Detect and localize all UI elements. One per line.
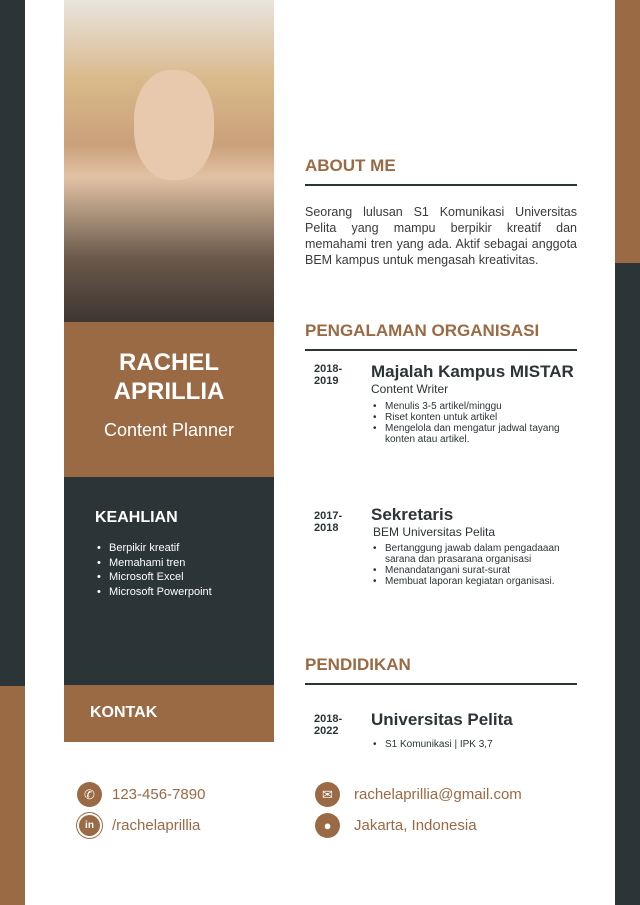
education-heading: PENDIDIKAN bbox=[305, 655, 411, 674]
role: BEM Universitas Pelita bbox=[373, 525, 496, 539]
about-section bbox=[305, 156, 577, 268]
role: Content Writer bbox=[371, 382, 449, 396]
left-edge-dark bbox=[0, 0, 25, 686]
skills-heading: KEAHLIAN bbox=[95, 509, 178, 526]
name-panel bbox=[64, 322, 274, 477]
skill-item: • Microsoft Excel bbox=[95, 570, 274, 585]
experience-section bbox=[305, 321, 577, 351]
location-pin-icon: ● bbox=[315, 813, 340, 838]
divider bbox=[305, 184, 577, 186]
divider bbox=[305, 683, 577, 685]
left-edge-brown bbox=[0, 686, 25, 905]
email[interactable]: rachelaprillia@gmail.com bbox=[354, 786, 522, 803]
bullet: • Mengelola dan mengatur jadwal tayang konten atau artikel. bbox=[371, 423, 586, 445]
contact-heading: KONTAK bbox=[90, 704, 158, 721]
years: 2022 bbox=[314, 725, 339, 737]
phone[interactable]: 123-456-7890 bbox=[112, 786, 206, 803]
right-edge-dark bbox=[615, 263, 640, 905]
bullet: • Menulis 3-5 artikel/minggu bbox=[371, 401, 586, 412]
right-edge-brown bbox=[615, 0, 640, 263]
linkedin-icon: in bbox=[77, 813, 102, 838]
job-title: Content Planner bbox=[103, 420, 235, 440]
education-section bbox=[305, 655, 577, 685]
name: RACHEL APRILLIA bbox=[113, 349, 225, 405]
years: 2018 bbox=[314, 522, 339, 534]
years: 2019 bbox=[314, 375, 339, 387]
bullet: • S1 Komunikasi | IPK 3,7 bbox=[371, 739, 586, 750]
experience-heading: PENGALAMAN ORGANISASI bbox=[305, 321, 540, 340]
years: 2017- bbox=[314, 510, 343, 522]
skill-item: • Microsoft Powerpoint bbox=[95, 585, 274, 600]
location-row bbox=[315, 813, 477, 838]
skill-item: • Memahami tren bbox=[95, 556, 274, 571]
mail-icon: ✉ bbox=[315, 782, 340, 807]
email-row bbox=[315, 782, 522, 807]
years: 2018- bbox=[314, 363, 343, 375]
contact-panel bbox=[64, 685, 274, 742]
bullet: • Bertanggung jawab dalam pengadaaan sarana dan prasarana organisasi bbox=[371, 543, 586, 565]
org-title: Majalah Kampus MISTAR bbox=[371, 362, 574, 381]
skills-list bbox=[95, 541, 274, 599]
years: 2018- bbox=[314, 713, 343, 725]
phone-row bbox=[77, 782, 205, 807]
bullet: • Riset konten untuk artikel bbox=[371, 412, 586, 423]
bullet: • Membuat laporan kegiatan organisasi. bbox=[371, 576, 586, 587]
bullet: • Menandatangani surat-surat bbox=[371, 565, 586, 576]
linkedin[interactable]: /rachelaprillia bbox=[112, 817, 201, 834]
skills-panel bbox=[64, 477, 274, 685]
about-text: Seorang lulusan S1 Komunikasi Universitas Pelita yang mampu berpikir kreatif dan memahami tren yang ada. Aktif sebagai anggota BEM kampus untuk mengasah kreativitas. bbox=[305, 205, 577, 267]
skill-item: • Berpikir kreatif bbox=[95, 541, 274, 556]
about-heading: ABOUT ME bbox=[305, 156, 396, 175]
divider bbox=[305, 349, 577, 351]
linkedin-row bbox=[77, 813, 200, 838]
org-title: Sekretaris bbox=[371, 505, 454, 524]
location: Jakarta, Indonesia bbox=[354, 817, 477, 834]
school-title: Universitas Pelita bbox=[371, 710, 513, 729]
phone-icon: ✆ bbox=[77, 782, 102, 807]
profile-photo bbox=[64, 0, 274, 322]
